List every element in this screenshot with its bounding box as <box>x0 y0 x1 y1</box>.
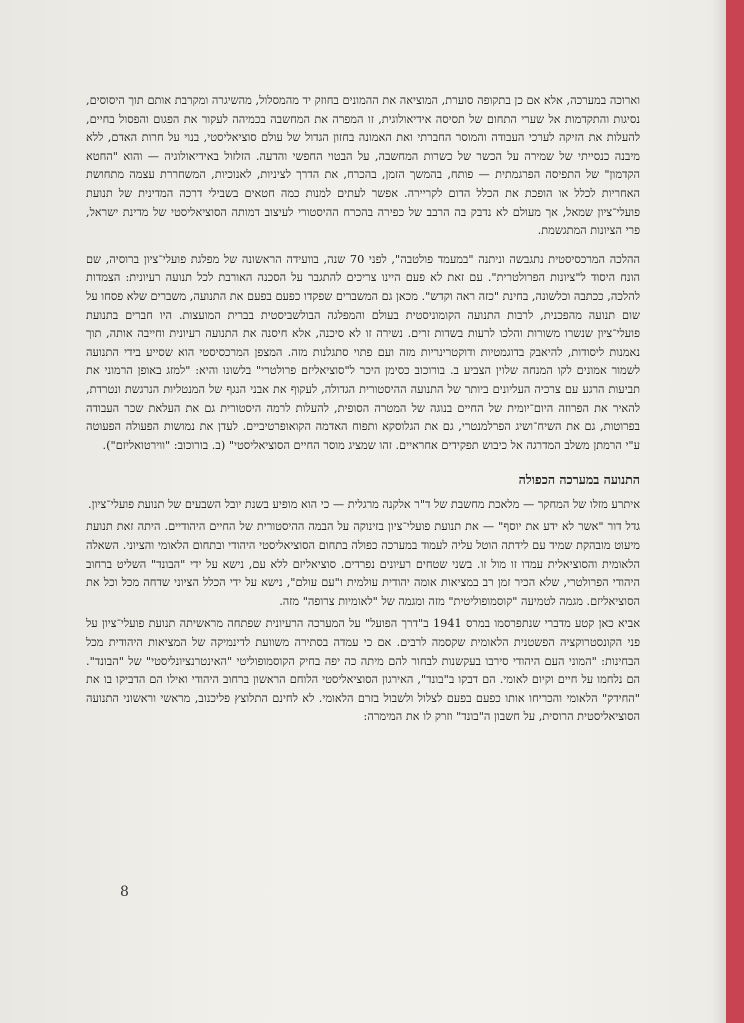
page-text <box>86 92 640 731</box>
paragraph: אביא כאן קטע מדברי שנתפרסמו במרס 1941 ב"דרך הפועל" על המערכה הרעיונית שפתחה מראשיתה תנועת פועלי־ציון על פני הקונסטרוקציה הפשטנית הלאומית שקסמה לרבים. אם כי עמדה בסתירה משוועת לדינמיקה של המציאות היהודית מכל הבחינות: "המוני העם היהודי סירבו בעקשנות לבחור להם מיתה כה יפה בחיק הקוסמופוליטי "האינטרנציונליסטי" של "הבונד". הם נלחמו על חיים וקיום לאומי. הם דבקו ב"בונד", האירגון הסוציאליסטי הלוחם הראשון ברחוב היהודי ואילו הם הדביקו בו את "החידק" הלאומי והכריחו אותו כפעם בפעם לצלול ולשבול בזרם הלאומי. לא לחינם התלוצץ פליכנוב, מראשי וראשוני התנועה הסוציאליסטית הרוסית, על חשבון ה"בונד" וזרק לו את המימרה: <box>86 617 640 724</box>
paragraph: ההלכה המרכסיסטית נתגבשה וניתנה "במעמד פולטבה", לפני 70 שנה, בוועידה הראשונה של מפלגת פועלי־ציון ברוסיה, שם הונח היסוד ל"ציונות הפרולטרית". עם זאת לא פעם היינו צריכים להתגבר על הסכנה האורבת לכל תנועה רעיונית: הצמדות להלכה, ככתבה וכלשונה, בחינת "כזה ראה וקדש". מכאן גם המשברים שפקדו כפעם בפעם את התנועה, משברים שלא פסחו על שום תנועה מהפכנית, לרבות התנועה הקומוניסטית בעולם והמפלגה הבולשביסטית בברית המועצות. היו חברים בתנועת פועלי־ציון שנשרו משורות והלכו לרעות בשדות זרים. נשירה זו לא סיכנה, אלא חיסנה את התנועה רעיונית וחייבה אותה, תוך נאמנות ליסודות, להיאבק בדוגמטיות ודוקטרינריות מזה ועם פתוי סתגלנות מזה. המצפן המרכסיסטי הוא שסייע בידי התנועה לשמור אמונים לקו המנחה שלוין הצביע ב. בורוכוב כסימן היכר ל"סוציאליזם פרולטרי" בלשונו והיא: "למזג באופן הרמוני את תביעות הרגע עם צרכיה העליונים ביותר של התנועה ההיסטורית הגדולה, לעקוף את אבני הנגף של המנטליות הנרגשת ונטרדת, להאיר את הפרוזה היום־יומית של החיים בנוגה של המטרה הסופית, להעלות לרמה היסטורית גם את העלאת שכר העבודה בפרוטות, גם את השיח־ושיג הפרלמנטרי, גם את הגלוסקא ותפוח האדמה הקואופרטיביים. לעדן את נמושות הפעולה הפעוטה ע"י הרמתן משלב המדרגה אל כיבוש תפקידים אחראיים. זהו שמציג מוסר החיים הסוציאליסטי" (ב. בורוכוב: "ווירטואליזם"). <box>86 252 640 452</box>
paragraph: איתרע מזלו של המחקר — מלאכת מחשבת של ד"ר אלקנה מרגלית — כי הוא מופיע בשנת יובל השבעים של תנועת פועלי־ציון. <box>88 497 640 511</box>
page-number: 8 <box>120 884 129 900</box>
section-heading: התנועה במערכה הכפולה <box>518 472 640 488</box>
paragraph: וארוכה במערכה, אלא אם כן בתקופה סוערת, המוציאה את ההמונים בחוזק יד מהמסלול, מהשיגרה ומקרבת אותם תוך היסוסים, נסיגות והתקדמות אל שערי התחום של תסיסה אידיאולוגית, זו המפרה את המחשבה בכמיהה לעקור את הפגום והפסול בחיים, להעלות את הזיקה לערכי העבודה והמוסר החברתי ואת האמונה בחזון הגדול של עולם סוציאליסטי, בנוי על חרות האדם, ללא מיבנה כנסייתי של שמירה על הכשר של כשרות המחשבה, על הבטוי החפשי והדעה. הזלזול באידיאולוגיה — והוא "החטא הקדמון" של התפיסה הפרגמתית — פותח, בהמשך הזמן, בהכרח, את הדרך לציניות, לאנוכיות, המשחררת עצמה מתחושת האחריות לכלל או הופכת את הכלל הדום לקריירה. אפשר לעתים למנות כמה חטאים בשבילי דרכה המדינית של תנועת פועלי־ציון שמאל, אך מעולם לא נדבק בה הרבב של כפירה בהכרח ההיסטורי לעיצוב דמותה הסוציאליסטי של מדינת ישראל, פרי הציונות המתגשמת. <box>86 94 640 238</box>
paragraph: גדל דור "אשר לא ידע את יוסף" — את תנועת פועלי־ציון בזינוקה על הבמה ההיסטורית של החיים היהודיים. היתה זאת תנועת מיעוט מובהקת שמיד עם לידתה הוטל עליה לעמוד במערכה כפולה בתחום הסוציאליסטי היהודי ובתחום הלאומי והציוני. השאלה הלאומית והסוציאלית עמדו זו מול זו. בשני שטחים רעיונים נפרדים. סוציאליזם ללא עם, נישא על ידי "הבונד" השליט ברחוב היהודי הפרולטרי, שלא הכיר זמן רב במציאות אומה יהודית עולמית ו"עם עולם", נישא על ידי הכלל הציוני שדחה מכל וכל את הסוציאליזם. מגמה לטמיעה "קוסמופוליטית" מזה ומגמה של "לאומיות צרופה" מזה. <box>86 520 640 608</box>
red-cover-edge <box>726 0 744 1023</box>
